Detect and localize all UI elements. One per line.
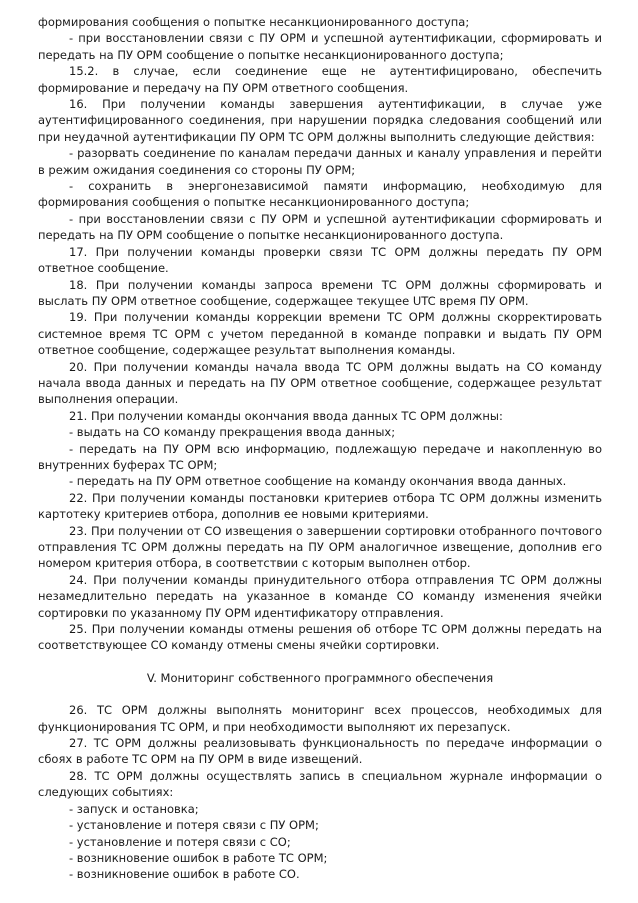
paragraph-28-item-2: - установление и потеря связи с ПУ ОРМ; (69, 818, 319, 833)
paragraph-26: 26. ТС ОРМ должны выполнять мониторинг всех процессов, необходимых для функционирования ТС ОРМ, и при необходимости выполняют их перезапуск. (38, 703, 602, 734)
paragraph-28: 28. ТС ОРМ должны осуществлять запись в специальном журнале информации о следующих событиях: (38, 768, 602, 800)
paragraph-23: 23. При получении от СО извещения о завершении сортировки отобранного почтового отправления ТС ОРМ должны передать на ПУ ОРМ аналогичное извещение, дополнив его номером критерия отбора, в соответствии с которым выполнен отбор. (38, 523, 602, 571)
paragraph-22: 22. При получении команды постановки критериев отбора ТС ОРМ должны изменить картотеку критериев отбора, дополнив ее новыми критериями. (38, 490, 602, 522)
paragraph-20: 20. При получении команды начала ввода ТС ОРМ должны выдать на СО команду начала ввода данных и передать на ПУ ОРМ ответное сообщение, содержащее результат выполнения операции. (38, 359, 602, 407)
document-page (38, 14, 602, 883)
paragraph-18: 18. При получении команды запроса времени ТС ОРМ должны сформировать и выслать ПУ ОРМ ответное сообщение, содержащее текущее UTC время ПУ ОРМ. (38, 277, 602, 308)
paragraph-1: формирования сообщения о попытке несанкционированного доступа; (38, 15, 470, 29)
paragraph-21-item-1: - выдать на СО команду прекращения ввода данных; (69, 425, 396, 440)
paragraph-15-2: 15.2. в случае, если соединение еще не аутентифицировано, обеспечить формирование и передачу на ПУ ОРМ ответного сообщения. (38, 64, 602, 95)
paragraph-21-item-2: - передать на ПУ ОРМ всю информацию, подлежащую передаче и накопленную во внутренних буферах ТС ОРМ; (38, 441, 602, 472)
paragraph-28-item-1: - запуск и остановка; (69, 801, 199, 816)
paragraph-21: 21. При получении команды окончания ввода данных ТС ОРМ должны: (69, 408, 503, 423)
paragraph-28-item-3: - установление и потеря связи с СО; (69, 834, 291, 849)
paragraph-19: 19. При получении команды коррекции времени ТС ОРМ должны скорректировать системное время ТС ОРМ с учетом переданной в команде поправки и выдать ПУ ОРМ ответное сообщение, содержащее результат выполнения команды. (38, 310, 602, 358)
paragraph-28-item-4: - возникновение ошибок в работе ТС ОРМ; (69, 850, 328, 865)
paragraph-16-item-1: - разорвать соединение по каналам передачи данных и каналу управления и перейти в режим ожидания соединения со стороны ПУ ОРМ; (38, 146, 602, 177)
paragraph-28-item-5: - возникновение ошибок в работе СО. (69, 867, 300, 882)
paragraph-17: 17. При получении команды проверки связи ТС ОРМ должны передать ПУ ОРМ ответное сообщение. (38, 244, 602, 276)
paragraph-21-item-3: - передать на ПУ ОРМ ответное сообщение на команду окончания ввода данных. (69, 474, 567, 489)
paragraph-16-item-3: - при восстановлении связи с ПУ ОРМ и успешной аутентификации сформировать и передать на ПУ ОРМ сообщение о попытке несанкционированного доступа. (38, 211, 602, 243)
section-heading-v: V. Мониторинг собственного программного обеспечения (146, 670, 494, 685)
paragraph-16-item-2: - сохранить в энергонезависимой памяти информацию, необходимую для формирования сообщения о попытке несанкционированного доступа; (38, 179, 602, 210)
paragraph-25: 25. При получении команды отмены решения об отборе ТС ОРМ должны передать на соответствующее СО команду отмены смены ячейки сортировки. (38, 622, 602, 653)
paragraph-2: - при восстановлении связи с ПУ ОРМ и успешной аутентификации, сформировать и передать на ПУ ОРМ сообщение о попытке несанкционированного доступа; (38, 31, 602, 62)
paragraph-16: 16. При получении команды завершения аутентификации, в случае уже аутентифицированного соединения, при нарушении порядка следования сообщений или при неудачной аутентификации ПУ ОРМ ТС ОРМ должны выполнить следующие действия: (38, 97, 602, 144)
paragraph-24: 24. При получении команды принудительного отбора отправления ТС ОРМ должны незамедлительно передать на указанное в команде СО команду изменения ячейки сортировки по указанному ПУ ОРМ идентификатору отправления. (38, 572, 602, 620)
paragraph-27: 27. ТС ОРМ должны реализовывать функциональность по передаче информации о сбоях в работе ТС ОРМ на ПУ ОРМ в виде извещений. (38, 736, 602, 767)
